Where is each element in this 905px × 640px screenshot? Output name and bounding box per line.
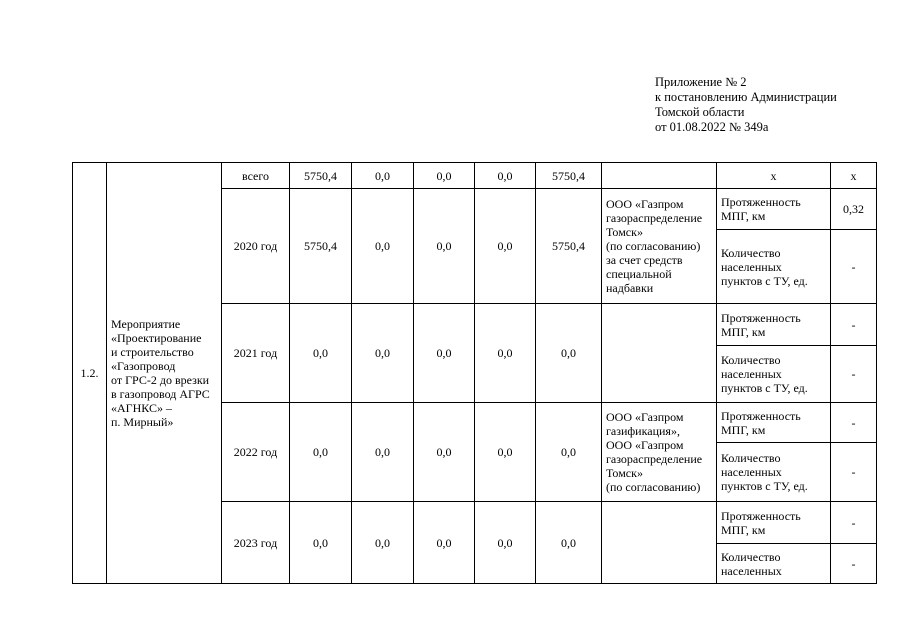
indicator-cell: Количество населенных пунктов с ТУ, ед. [717,230,831,304]
value-cell: 5750,4 [290,163,352,189]
indicator-value: 0,32 [831,189,877,230]
indicator-value: х [831,163,877,189]
value-cell: 0,0 [414,189,475,304]
indicator-cell: Количество населенных пунктов с ТУ, ед. [717,443,831,502]
value-cell: 0,0 [536,304,602,403]
value-cell: 0,0 [475,403,536,502]
value-cell: 0,0 [475,163,536,189]
executor-cell [602,502,717,584]
indicator-cell: Протяженность МПГ, км [717,403,831,443]
indicator-value: - [831,443,877,502]
value-cell: 0,0 [475,502,536,584]
value-cell: 0,0 [352,189,414,304]
value-cell: 5750,4 [536,163,602,189]
document-header [655,75,837,135]
indicator-cell: Протяженность МПГ, км [717,189,831,230]
indicator-value: - [831,544,877,584]
value-cell: 0,0 [352,163,414,189]
header-line: к постановлению Администрации [655,90,837,104]
executor-cell [602,163,717,189]
indicator-cell: Количество населенных [717,544,831,584]
indicator-cell: Количество населенных пунктов с ТУ, ед. [717,346,831,403]
table-row [73,163,877,189]
year-cell: 2023 год [222,502,290,584]
value-cell: 0,0 [352,502,414,584]
value-cell: 5750,4 [290,189,352,304]
executor-cell: ООО «Газпром газификация», ООО «Газпром газораспределение Томск» (по согласованию) [602,403,717,502]
indicator-value: - [831,502,877,544]
value-cell: 0,0 [290,403,352,502]
value-cell: 0,0 [536,502,602,584]
value-cell: 0,0 [475,304,536,403]
year-cell: всего [222,163,290,189]
executor-cell [602,304,717,403]
program-table [72,162,877,584]
value-cell: 0,0 [290,304,352,403]
value-cell: 5750,4 [536,189,602,304]
value-cell: 0,0 [352,304,414,403]
item-number: 1.2. [73,163,107,584]
year-cell: 2021 год [222,304,290,403]
value-cell: 0,0 [475,189,536,304]
year-cell: 2020 год [222,189,290,304]
value-cell: 0,0 [414,403,475,502]
indicator-value: - [831,304,877,346]
indicator-cell: Протяженность МПГ, км [717,502,831,544]
header-line: от 01.08.2022 № 349а [655,120,769,134]
value-cell: 0,0 [352,403,414,502]
indicator-value: - [831,346,877,403]
value-cell: 0,0 [414,502,475,584]
header-line: Приложение № 2 [655,75,747,89]
year-cell: 2022 год [222,403,290,502]
header-line: Томской области [655,105,745,119]
indicator-cell: Протяженность МПГ, км [717,304,831,346]
indicator-value: - [831,230,877,304]
indicator-value: - [831,403,877,443]
event-name: Мероприятие «Проектирование и строительство «Газопровод от ГРС-2 до врезки в газопровод АГРС «АГНКС» – п. Мирный» [107,163,222,584]
value-cell: 0,0 [536,403,602,502]
indicator-cell: х [717,163,831,189]
value-cell: 0,0 [414,163,475,189]
value-cell: 0,0 [414,304,475,403]
value-cell: 0,0 [290,502,352,584]
executor-cell: ООО «Газпром газораспределение Томск» (по согласованию) за счет средств специальной надбавки [602,189,717,304]
